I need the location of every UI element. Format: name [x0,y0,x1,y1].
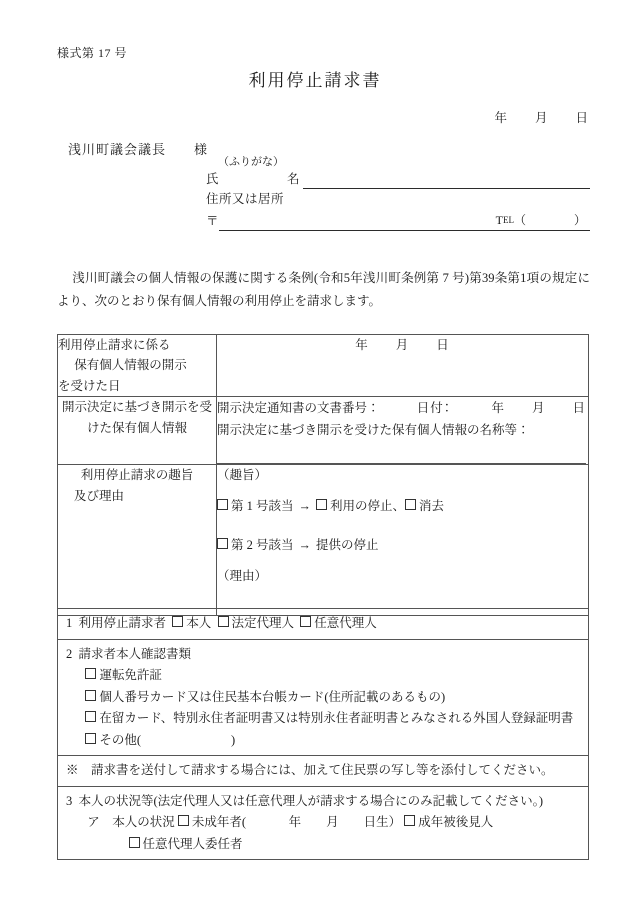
name-row [206,170,590,189]
section2-option-2[interactable] [66,687,580,709]
section2-opt1: 運転免許証 [99,668,162,682]
purpose-heading: （趣旨） [217,468,268,483]
bottom-table [57,608,589,860]
address-input-rule[interactable] [219,212,590,231]
row2-label-line1: 開示決定に基づき開示を受 [61,399,212,414]
row2-label-line2: けた保有個人情報 [86,421,187,435]
section1-opt3: 任意代理人 [314,616,377,630]
checkbox-item1-icon[interactable] [217,499,228,510]
checkbox-voluntary-rep-icon[interactable] [300,616,311,627]
name-label: 氏 名 [206,171,301,186]
section2-option-1[interactable] [66,665,580,687]
row2-line2: 開示決定に基づき開示を受けた保有個人情報の名称等： [217,423,530,437]
item1-opt1-label: 利用の停止、 [330,499,406,514]
row3-label-line2: 及び理由 [74,488,125,503]
section2-cell [58,639,589,756]
row3-value-cell[interactable] [217,465,589,616]
row3-label-cell [58,465,217,616]
lead-paragraph [57,267,590,313]
form-number: 様式第 17 号 [57,46,128,60]
row2-line1 [217,397,588,419]
section2-opt4-prefix: その他( [99,732,142,747]
main-table [57,334,589,616]
row2-value-cell[interactable] [217,396,589,465]
section2-number: 2 [66,646,73,661]
item1-label: 第 1 号該当 [231,499,294,514]
section3-opt3: 任意代理人委任者 [142,836,243,851]
name-input-rule[interactable] [303,174,590,189]
checkbox-minor-icon[interactable] [178,815,189,826]
tel-field[interactable] [496,211,586,229]
checkbox-erase-icon[interactable] [405,499,416,510]
zip-row [206,212,590,231]
section3-sub-label: ア 本人の状況 [87,815,175,829]
checkbox-stop-use-icon[interactable] [316,499,327,510]
page-title: 利用停止請求書 [248,71,382,90]
section3-number: 3 [66,793,73,808]
row2-blank-rule[interactable] [217,451,586,464]
section3-opt1-date: 年 月 日生） [288,815,402,829]
table-row [58,335,589,397]
table-row [58,786,589,860]
checkbox-residence-card-icon[interactable] [85,711,96,722]
purpose-item-2[interactable] [217,535,588,555]
arrow-icon: → [298,499,312,514]
section1-opt2: 法定代理人 [231,616,295,630]
tel-parens: （ ） [513,212,586,227]
table-row [58,465,589,616]
row3-label-line1: 利用停止請求の趣旨 [80,468,194,483]
section1-title: 利用停止請求者 [78,616,167,630]
purpose-item-1[interactable] [217,496,588,516]
checkbox-self-icon[interactable] [172,616,183,627]
section2-opt2: 個人番号カード又は住民基本台帳カード(住所記載のあるもの) [99,689,446,704]
row2-doc-number-label: 開示決定通知書の文書番号： [217,400,380,415]
addressee: 浅川町議会議長 様 [68,142,209,157]
item1-opt2-label: 消去 [419,499,445,514]
section1-number: 1 [66,616,73,630]
table-row [58,756,589,787]
row1-label-cell [58,335,217,397]
section2-title: 請求者本人確認書類 [78,646,192,661]
row1-label-line2: 保有個人情報の開示 [74,358,187,373]
checkbox-delegator-icon[interactable] [129,837,140,848]
item2-text: 提供の停止 [316,538,379,553]
tel-label-small: EL [502,214,514,225]
checkbox-other-icon[interactable] [85,733,96,744]
section2-opt4-suffix: ) [231,732,236,747]
reason-heading: （理由） [217,569,268,584]
section2-option-4[interactable] [66,730,580,752]
submission-date-line: 年 月 日 [494,111,589,125]
row1-date-value: 年 月 日 [355,338,450,352]
row1-value-cell[interactable] [217,335,589,397]
table-row [58,639,589,756]
table-row [58,396,589,465]
checkbox-my-number-card-icon[interactable] [85,690,96,701]
checkbox-adult-ward-icon[interactable] [404,815,415,826]
section2-note-cell [58,756,589,787]
section3-title: 本人の状況等(法定代理人又は任意代理人が請求する場合にのみ記載してください。) [78,793,544,808]
section3-sub-row[interactable] [66,812,580,834]
row1-label-line1: 利用停止請求に係る [58,338,171,352]
arrow-icon: → [298,538,312,553]
checkbox-legal-rep-icon[interactable] [218,616,229,627]
tel-label: T [495,212,503,227]
furigana-label: （ふりがな） [218,156,284,168]
checkbox-item2-icon[interactable] [217,538,228,549]
section2-opt3: 在留カード、特別永住者証明書又は特別永住者証明書とみなされる外国人登録証明書 [99,711,574,725]
applicant-block [206,155,590,231]
row2-label-cell [58,396,217,465]
row1-label-line3: を受けた日 [58,378,121,393]
section2-note: ※ 請求書を送付して請求する場合には、加えて住民票の写し等を添付してください。 [66,763,554,777]
address-label: 住所又は居所 [206,191,285,206]
row2-doc-date-label: 日付： 年 月 日 [416,400,586,415]
postal-mark-icon: 〒 [206,213,219,228]
section3-option-3[interactable] [66,834,580,856]
checkbox-drivers-license-icon[interactable] [85,668,96,679]
section1-cell [58,609,589,640]
section3-opt2: 成年被後見人 [418,815,494,829]
section1-opt1: 本人 [186,616,212,630]
table-row [58,609,589,640]
section2-option-3[interactable] [66,708,580,730]
section3-opt1-prefix: 未成年者( [191,815,247,829]
item2-label: 第 2 号該当 [231,538,294,553]
lead-text: 浅川町議会の個人情報の保護に関する条例(令和5年浅川町条例第 7 号)第39条第1項の規定により、次のとおり保有個人情報の利用停止を請求します。 [57,271,590,309]
section3-cell [58,786,589,860]
